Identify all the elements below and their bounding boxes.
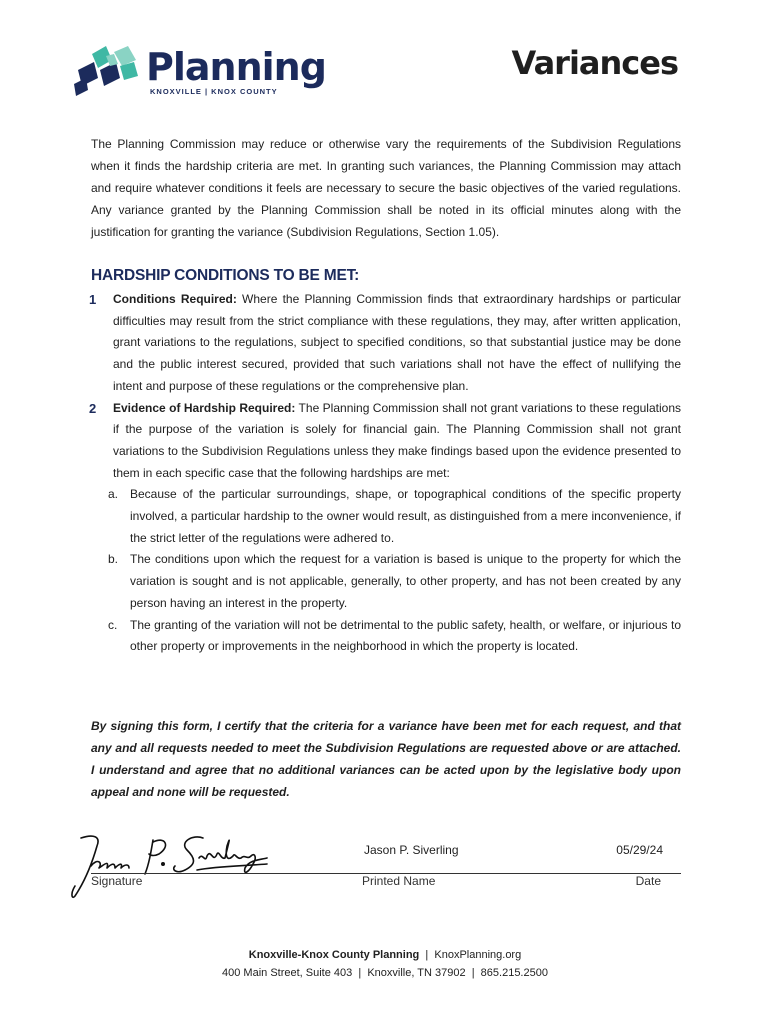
handwritten-signature [67, 830, 277, 900]
item-lead: Conditions Required: [113, 292, 237, 306]
footer-org-name: Knoxville-Knox County Planning [248, 949, 420, 961]
section-heading: HARDSHIP CONDITIONS TO BE MET: [91, 267, 360, 284]
date-label: Date [635, 874, 661, 888]
signature-block [91, 828, 681, 898]
item-lead: Evidence of Hardship Required: [113, 400, 296, 415]
printed-name-label: Printed Name [362, 874, 436, 888]
footer-website-link[interactable]: KnoxPlanning.org [434, 949, 522, 961]
list-item [91, 289, 681, 398]
sub-list-item [91, 484, 681, 549]
sub-item-text: The granting of the variation will not be detrimental to the public safety, health, or welfare, or injurious to other property or improvements in the neighborhood in which the property is located. [130, 617, 681, 654]
date-value: 05/29/24 [616, 843, 663, 857]
sub-item-letter: a. [108, 487, 119, 502]
footer-address: 400 Main Street, Suite 403 | Knoxville, TN 37902 | 865.215.2500 [222, 967, 548, 979]
sub-item-text: The conditions upon which the request for a variation is based is unique to the property for which the variation is sought and is not applicable, generally, to other property, and has not been created by any person having an interest in the property. [130, 552, 681, 610]
planning-logo [72, 44, 342, 104]
printed-name-value: Jason P. Siverling [364, 843, 459, 857]
signature-label: Signature [91, 874, 143, 888]
sub-item-letter: c. [108, 617, 118, 632]
item-number: 2 [89, 400, 97, 416]
sub-item-letter: b. [108, 552, 119, 567]
sub-list-item [91, 549, 681, 614]
hardship-sublist [91, 484, 681, 658]
brand-subtitle: KNOXVILLE | KNOX COUNTY [150, 87, 278, 96]
sub-item-text: Because of the particular surroundings, shape, or topographical conditions of the specific property involved, a particular hardship to the owner would result, as distinguished from a mere inconvenience, if the strict letter of the regulations were adhered to. [130, 487, 681, 545]
intro-paragraph: The Planning Commission may reduce or otherwise vary the requirements of the Subdivision Regulations when it finds the hardship criteria are met. In granting such variances, the Planning Commission may attach and require whatever conditions it feels are necessary to secure the basic objectives of the varied regulations. Any variance granted by the Planning Commission shall be noted in its official minutes along with the justification for granting the variance (Subdivision Regulations, Section 1.05). [91, 137, 681, 239]
certification-statement: By signing this form, I certify that the criteria for a variance have been met for each request, and that any and all requests needed to meet the Subdivision Regulations are requested above or are attached. I understand and agree that no additional variances can be acted upon by the legislative body upon appeal and none will be requested. [91, 719, 681, 799]
list-item [91, 398, 681, 485]
document-body [91, 133, 681, 658]
page-footer [0, 946, 770, 982]
item-text: The Planning Commission shall not grant variations to these regulations if the purpose of the variation is solely for financial gain. The Planning Commission shall not grant variations to the Subdivision Regulations unless they make findings based upon the evidence presented to them in each specific case that the following hardships are met: [113, 400, 681, 480]
sub-list-item [91, 615, 681, 658]
footer-line-1 [0, 946, 770, 964]
brand-name: Planning [146, 45, 326, 89]
item-number: 1 [89, 292, 97, 307]
footer-separator: | [419, 949, 435, 961]
item-text: Where the Planning Commission finds that extraordinary hardships or particular difficulties may result from the strict compliance with these regulations, they may, after written application, grant variations to the regulations, subject to specified conditions, so that substantial justice may be done and the public interest secured, provided that such variations shall not have the effect of nullifying the intent and purpose of these regulations or the comprehensive plan. [113, 292, 681, 393]
page-title: Variances [511, 44, 678, 82]
planning-logo-mark-icon [72, 44, 142, 100]
